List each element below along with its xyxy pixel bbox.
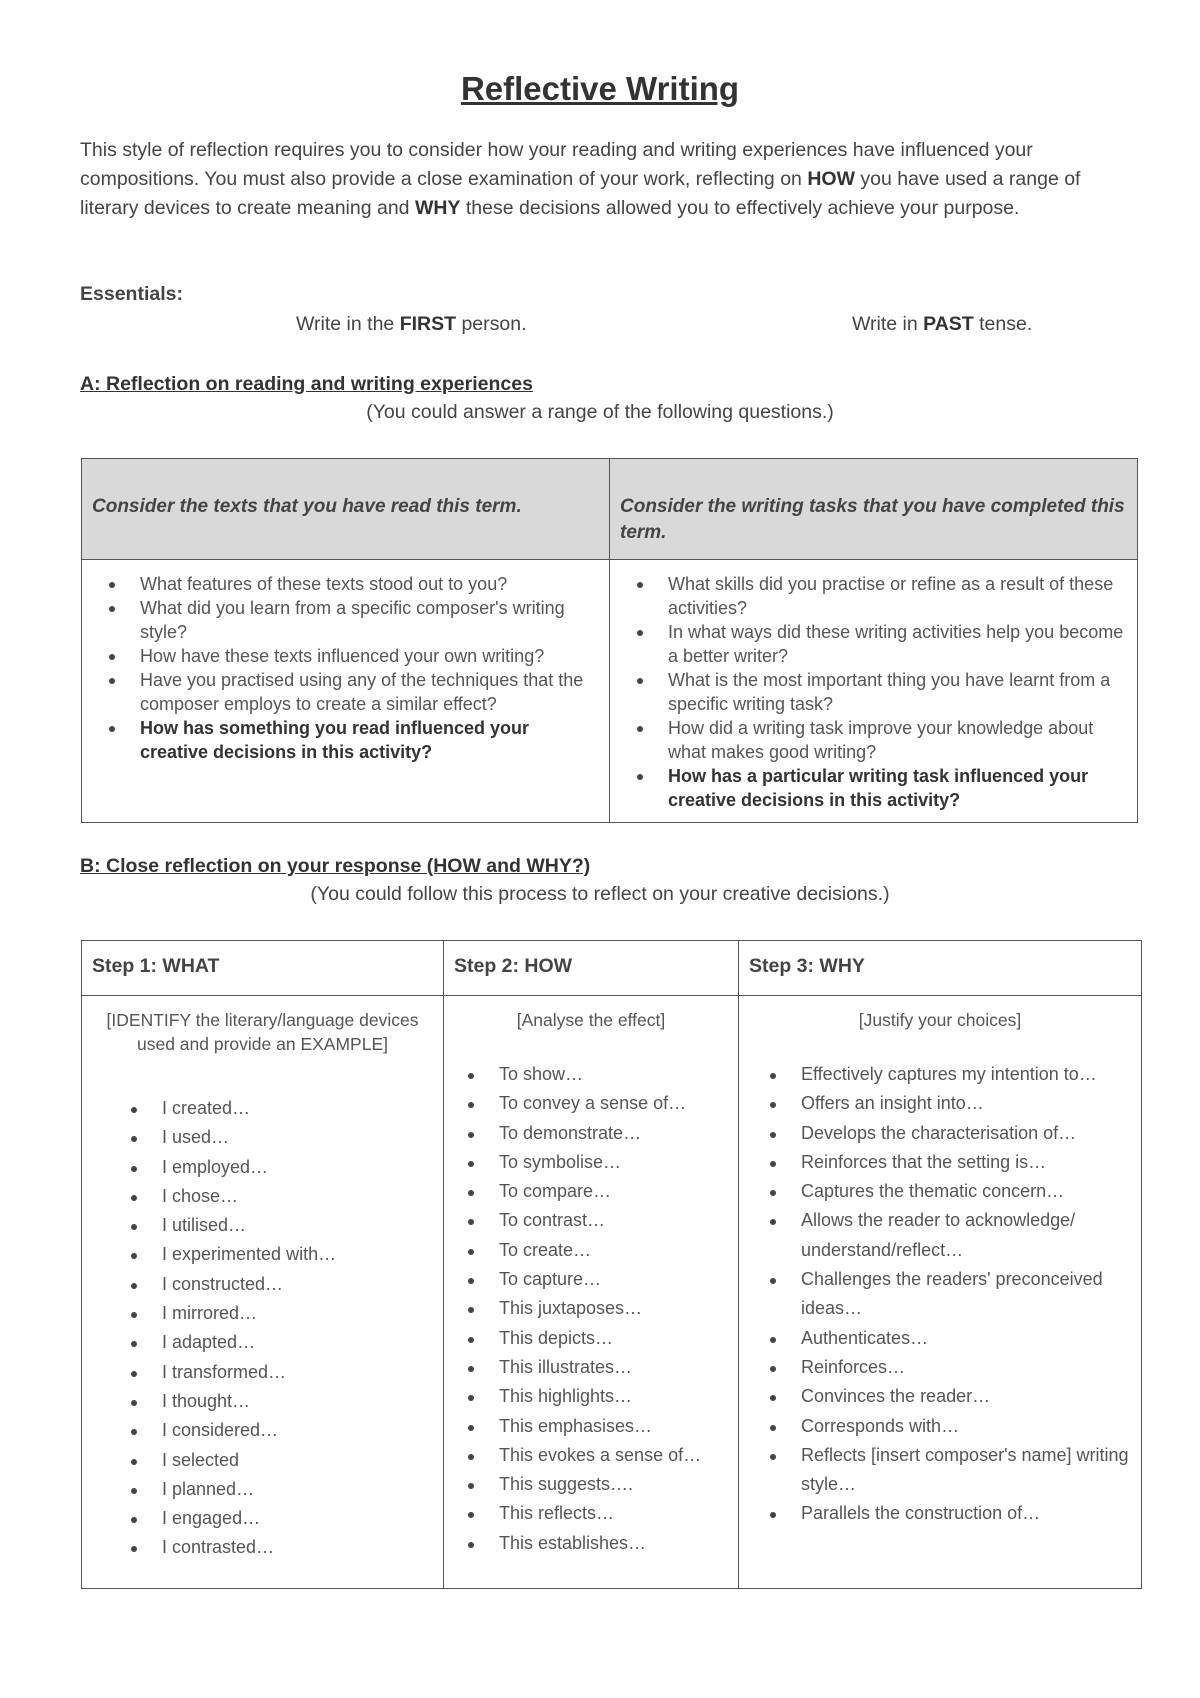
essential-text: tense. [973,313,1033,335]
step1-header: Step 1: WHAT [82,941,444,996]
tasks-column-cell [610,560,1138,823]
list-item: What skills did you practise or refine as a result of these activities? [668,572,1127,620]
intro-why: WHY [414,197,461,219]
page-title: Reflective Writing [460,70,740,107]
step3-cell [739,996,1142,1589]
list-item: This suggests…. [499,1470,728,1499]
list-item: I adapted… [162,1328,433,1357]
section-a-heading: A: Reflection on reading and writing experiences [80,373,533,395]
list-item: What did you learn from a specific composer's writing style? [140,596,599,644]
list-item: I used… [162,1123,433,1152]
essential-text: Write in [852,313,924,335]
list-item: Allows the reader to acknowledge/ understand/reflect… [801,1206,1131,1265]
step1-cell [82,996,444,1589]
list-item: I chose… [162,1182,433,1211]
list-item: In what ways did these writing activities help you become a better writer? [668,620,1127,668]
list-item: I transformed… [162,1358,433,1387]
list-item: What is the most important thing you have learnt from a specific writing task? [668,668,1127,716]
list-item: I utilised… [162,1211,433,1240]
step2-header: Step 2: HOW [444,941,739,996]
texts-column-header: Consider the texts that you have read this term. [82,459,610,560]
intro-text-2: you have used a range of literary devices to create meaning and [80,168,1081,219]
section-b-heading: B: Close reflection on your response (HOW and WHY?) [80,855,591,877]
texts-column-cell [82,560,610,823]
step1-note: [IDENTIFY the literary/language devices used and provide an EXAMPLE] [106,1010,419,1054]
list-item: Have you practised using any of the techniques that the composer employs to create a similar effect? [140,668,599,716]
list-item: How has a particular writing task influenced your creative decisions in this activity? [668,764,1127,812]
list-item: Develops the characterisation of… [801,1119,1131,1148]
list-item: Challenges the readers' preconceived ideas… [801,1265,1131,1324]
list-item: I employed… [162,1153,433,1182]
essential-bold: PAST [923,313,974,335]
list-item: This highlights… [499,1382,728,1411]
list-item: I thought… [162,1387,433,1416]
list-item: This illustrates… [499,1353,728,1382]
list-item: I experimented with… [162,1240,433,1269]
list-item: Offers an insight into… [801,1089,1131,1118]
essential-text: Write in the [296,313,400,335]
list-item: I mirrored… [162,1299,433,1328]
list-item: Reflects [insert composer's name] writing style… [801,1441,1131,1500]
list-item: This depicts… [499,1324,728,1353]
section-b-subheading: (You could follow this process to reflect on your creative decisions.) [310,883,890,905]
reflection-table [81,458,1138,823]
list-item: I selected [162,1446,433,1475]
step2-note: [Analyse the effect] [516,1010,666,1030]
step2-cell [444,996,739,1589]
steps-table [81,940,1142,1589]
step2-list [454,1060,728,1558]
list-item: Captures the thematic concern… [801,1177,1131,1206]
list-item: To symbolise… [499,1148,728,1177]
texts-question-list [92,572,599,764]
list-item: Convinces the reader… [801,1382,1131,1411]
list-item: To show… [499,1060,728,1089]
list-item: Reinforces… [801,1353,1131,1382]
step3-note: [Justify your choices] [858,1010,1022,1030]
intro-text-1: This style of reflection requires you to consider how your reading and writing experiences have influenced your compositions. You must also provide a close examination of your work, reflecting on [80,139,1033,190]
list-item: To demonstrate… [499,1119,728,1148]
list-item: Effectively captures my intention to… [801,1060,1131,1089]
essentials-label: Essentials: [80,283,183,305]
list-item: I engaged… [162,1504,433,1533]
essential-past-tense [852,313,1032,336]
list-item: This evokes a sense of… [499,1441,728,1470]
list-item: To capture… [499,1265,728,1294]
list-item: This reflects… [499,1499,728,1528]
list-item: How have these texts influenced your own writing? [140,644,599,668]
section-a-subheading: (You could answer a range of the following questions.) [366,401,834,423]
step1-list [92,1094,433,1563]
list-item: I created… [162,1094,433,1123]
list-item: I planned… [162,1475,433,1504]
list-item: I contrasted… [162,1533,433,1562]
list-item: How did a writing task improve your knowledge about what makes good writing? [668,716,1127,764]
list-item: Authenticates… [801,1324,1131,1353]
list-item: This emphasises… [499,1412,728,1441]
list-item: How has something you read influenced your creative decisions in this activity? [140,716,599,764]
list-item: To compare… [499,1177,728,1206]
list-item: What features of these texts stood out to you? [140,572,599,596]
essential-first-person [296,313,527,336]
intro-how: HOW [807,168,855,190]
step3-list [749,1060,1131,1529]
essential-text: person. [456,313,527,335]
list-item: Reinforces that the setting is… [801,1148,1131,1177]
list-item: I considered… [162,1416,433,1445]
list-item: This establishes… [499,1529,728,1558]
list-item: Parallels the construction of… [801,1499,1131,1528]
tasks-column-header: Consider the writing tasks that you have completed this term. [610,459,1138,560]
list-item: This juxtaposes… [499,1294,728,1323]
list-item: To contrast… [499,1206,728,1235]
list-item: Corresponds with… [801,1412,1131,1441]
step3-header: Step 3: WHY [739,941,1142,996]
essential-bold: FIRST [399,313,457,335]
list-item: To convey a sense of… [499,1089,728,1118]
intro-paragraph [80,136,1130,223]
tasks-question-list [620,572,1127,812]
list-item: To create… [499,1236,728,1265]
list-item: I constructed… [162,1270,433,1299]
intro-text-3: these decisions allowed you to effectively achieve your purpose. [460,197,1020,219]
